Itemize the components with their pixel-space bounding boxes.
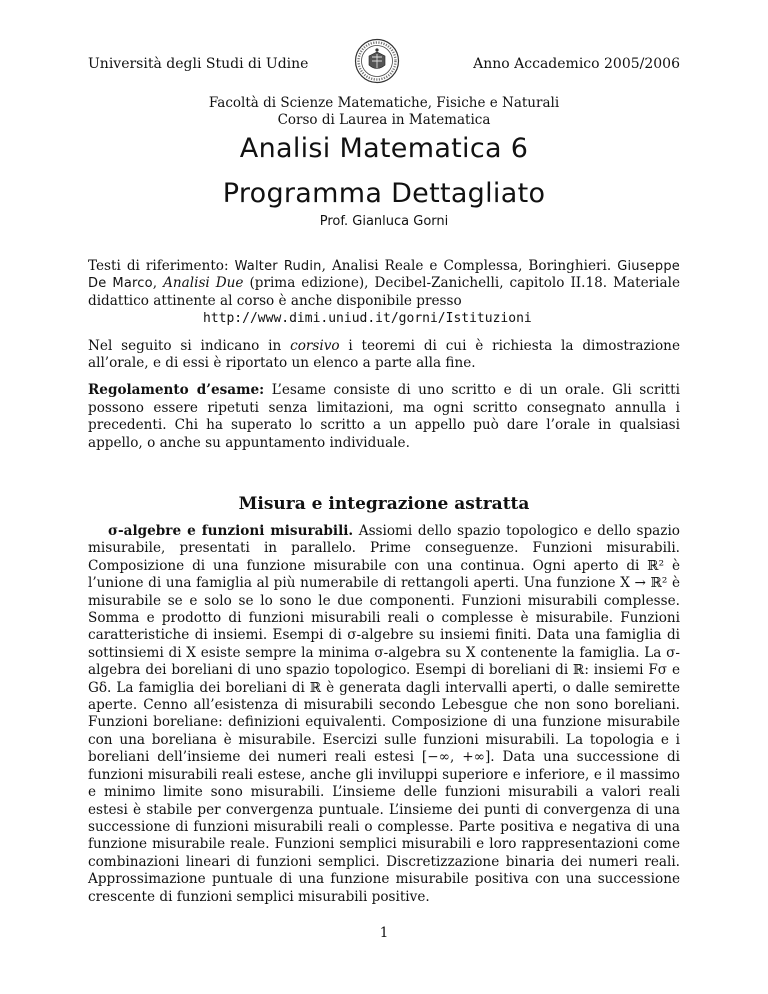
reference-book-title: Analisi Due <box>163 275 244 292</box>
document-title: Analisi Matematica 6 <box>239 133 529 164</box>
paragraph-heading: σ-algebre e funzioni misurabili. <box>108 523 354 539</box>
note-text-2: i teoremi di cui è richiesta la dimostrazione all’orale, e di essi è riportato un elenco a parte alla fine. <box>88 337 680 372</box>
paragraph-text: Assiomi dello spazio topologico e dello spazio misurabile, presentati in parallelo. Prime conseguenze. Funzioni misurabili. Composizione di una funzione misurabile con una continua. Ogni aperto di ℝ² è l’unione di una famiglia al più numerabile di rettangoli aperti. Una funzione X → ℝ² è misurabile se e solo se lo sono le due componenti. Funzioni misurabili complesse. Somma e prodotto di funzioni misurabili reali o complesse è misurabile. Funzioni caratteristiche di insiemi. Esempi di σ-algebre su insiemi finiti. Data una famiglia di sottinsiemi di X esiste sempre la minima σ-algebra su X contenente la famiglia. La σ-algebra dei boreliani di uno spazio topologico. Esempi di boreliani di ℝ: insiemi Fσ e Gδ. La famiglia dei boreliani di ℝ è generata dagli intervalli aperti, o dalle semirette aperte. Cenno all’esistenza di misurabili secondo Lebesgue che non sono boreliani. Funzioni boreliane: definizioni equivalenti. Composizione di una funzione misurabile con una boreliana è misurabile. Esercizi sulle funzioni misurabili. La topologia e i boreliani dell’insieme dei numeri reali estesi [−∞, +∞]. Data una successione di funzioni misurabili reali estese, anche gli inviluppi superiore e inferiore, e il massimo e minimo limite sono misurabili. L’insieme delle funzioni misurabili a valori reali estesi è stabile per convergenza puntuale. L’insieme dei punti di convergenza di una successione di funzioni misurabili reali o complesse. Parte positiva e negativa di una funzione misurabile reale. Funzioni semplici misurabili e loro rappresentazioni come combinazioni lineari di funzioni semplici. Discretizzazione binaria dei numeri reali. Approssimazione puntuale di una funzione misurabile positiva con una successione crescente di funzioni semplici misurabili positive. <box>88 523 680 905</box>
section-heading: Misura e integrazione astratta <box>238 494 530 514</box>
reference-text-3: (prima edizione), Decibel-Zanichelli, capitolo II.18. Materiale didattico attinente al corso è anche disponibile presso <box>88 275 680 309</box>
reference-author-rudin: Walter Rudin <box>234 259 322 274</box>
course-materials-link[interactable]: http://www.dimi.uniud.it/gorni/Istituzioni <box>203 311 532 327</box>
references-intro: Testi di riferimento: <box>88 258 235 274</box>
reference-text-2: , <box>152 275 164 292</box>
page-number: 1 <box>379 925 389 941</box>
faculty-block <box>0 95 768 129</box>
document-subtitle: Programma Dettagliato <box>222 178 546 209</box>
note-text-1: Nel seguito si indicano in <box>88 337 291 354</box>
notes-paragraph <box>88 338 680 373</box>
professor-name: Prof. Gianluca Gorni <box>319 214 449 229</box>
exam-rules-text: L’esame consiste di uno scritto e di un orale. Gli scritti possono essere ripetuti senza limitazioni, ma ogni scritto consegnato annulla i precedenti. Chi ha superato lo scritto a un appello può dare l’orale in qualsiasi appello, o anche su appuntamento individuale. <box>88 382 680 451</box>
exam-rules-paragraph <box>88 382 680 452</box>
faculty-name: Facoltà di Scienze Matematiche, Fisiche e Naturali <box>208 95 560 111</box>
intro-content <box>88 258 680 462</box>
reference-author-demarco: Giuseppe De Marco <box>88 259 680 292</box>
academic-year: Anno Accademico 2005/2006 <box>473 56 680 72</box>
exam-rules-label: Regolamento d’esame: <box>88 382 265 399</box>
reference-text-1: , Analisi Reale e Complessa, Boringhieri. <box>321 258 618 274</box>
page-header <box>88 52 680 92</box>
note-italic: corsivo <box>290 337 340 354</box>
references-paragraph <box>88 258 680 328</box>
university-name: Università degli Studi di Udine <box>88 56 309 72</box>
section-paragraph <box>88 523 680 906</box>
section-body <box>88 523 680 906</box>
degree-course: Corso di Laurea in Matematica <box>277 112 491 128</box>
university-seal-icon <box>354 38 400 84</box>
